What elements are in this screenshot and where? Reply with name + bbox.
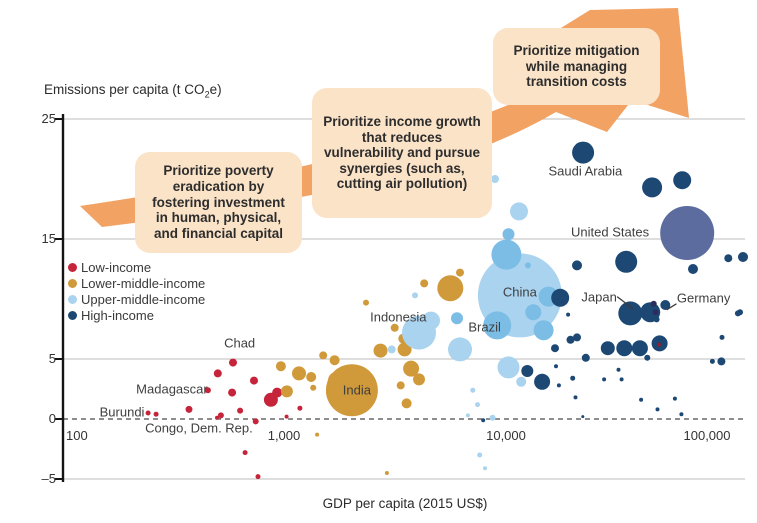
country-label: Madagascar — [136, 381, 208, 397]
legend-item-lower-middle-income — [68, 275, 205, 291]
legend-dot-high-income — [68, 311, 77, 320]
legend-dot-lower-middle-income — [68, 279, 77, 288]
y-tick-5: 5 — [48, 351, 56, 366]
y-tick-0: 0 — [48, 411, 56, 426]
legend-dot-low-income — [68, 263, 77, 272]
y-axis — [55, 114, 63, 482]
x-tick-100: 100 — [66, 428, 88, 443]
y-tick-15: 15 — [41, 231, 56, 246]
country-label: Saudi Arabia — [548, 163, 623, 179]
callout-text: Prioritize poverty eradication by fostering investment in human, physical, and financial capital — [152, 163, 285, 241]
callout-text: Prioritize income growth that reduces vulnerability and pursue synergies (such as, cutting air pollution) — [323, 113, 481, 192]
y-axis-title — [44, 82, 222, 100]
legend-label: High-income — [81, 307, 154, 323]
country-label: Japan — [581, 289, 617, 305]
country-label: Indonesia — [370, 309, 427, 325]
x-axis-title: GDP per capita (2015 US$) — [322, 496, 488, 511]
country-label: Burundi — [99, 404, 145, 420]
country-label: Congo, Dem. Rep. — [145, 420, 253, 436]
legend-dot-upper-middle-income — [68, 295, 77, 304]
legend — [68, 259, 205, 323]
country-label: Chad — [224, 335, 256, 351]
y-title-sub: 2 — [204, 89, 210, 100]
x-tick-10000: 10,000 — [486, 428, 526, 443]
country-label: Germany — [676, 290, 731, 306]
y-tick-neg5: –5 — [41, 471, 56, 486]
x-tick-1000: 1,000 — [267, 428, 301, 443]
callout-income-growth — [312, 88, 492, 218]
legend-label: Low-income — [81, 259, 152, 275]
legend-item-upper-middle-income — [68, 291, 205, 307]
y-title-pre: Emissions per capita (t CO — [44, 82, 205, 97]
x-tick-100000: 100,000 — [683, 428, 731, 443]
legend-item-high-income — [68, 307, 205, 323]
y-title-post: e) — [209, 82, 222, 97]
legend-item-low-income — [68, 259, 205, 275]
callout-text: Prioritize mitigation while managing transition costs — [513, 43, 640, 90]
country-label: India — [342, 382, 371, 398]
country-label: China — [502, 284, 537, 300]
callout-poverty-eradication — [135, 152, 302, 253]
callout-mitigation — [493, 28, 660, 105]
y-tick-25: 25 — [41, 111, 56, 126]
country-label: United States — [571, 224, 650, 240]
country-label: Brazil — [468, 319, 501, 335]
legend-label: Lower-middle-income — [81, 275, 206, 291]
legend-label: Upper-middle-income — [81, 291, 206, 307]
